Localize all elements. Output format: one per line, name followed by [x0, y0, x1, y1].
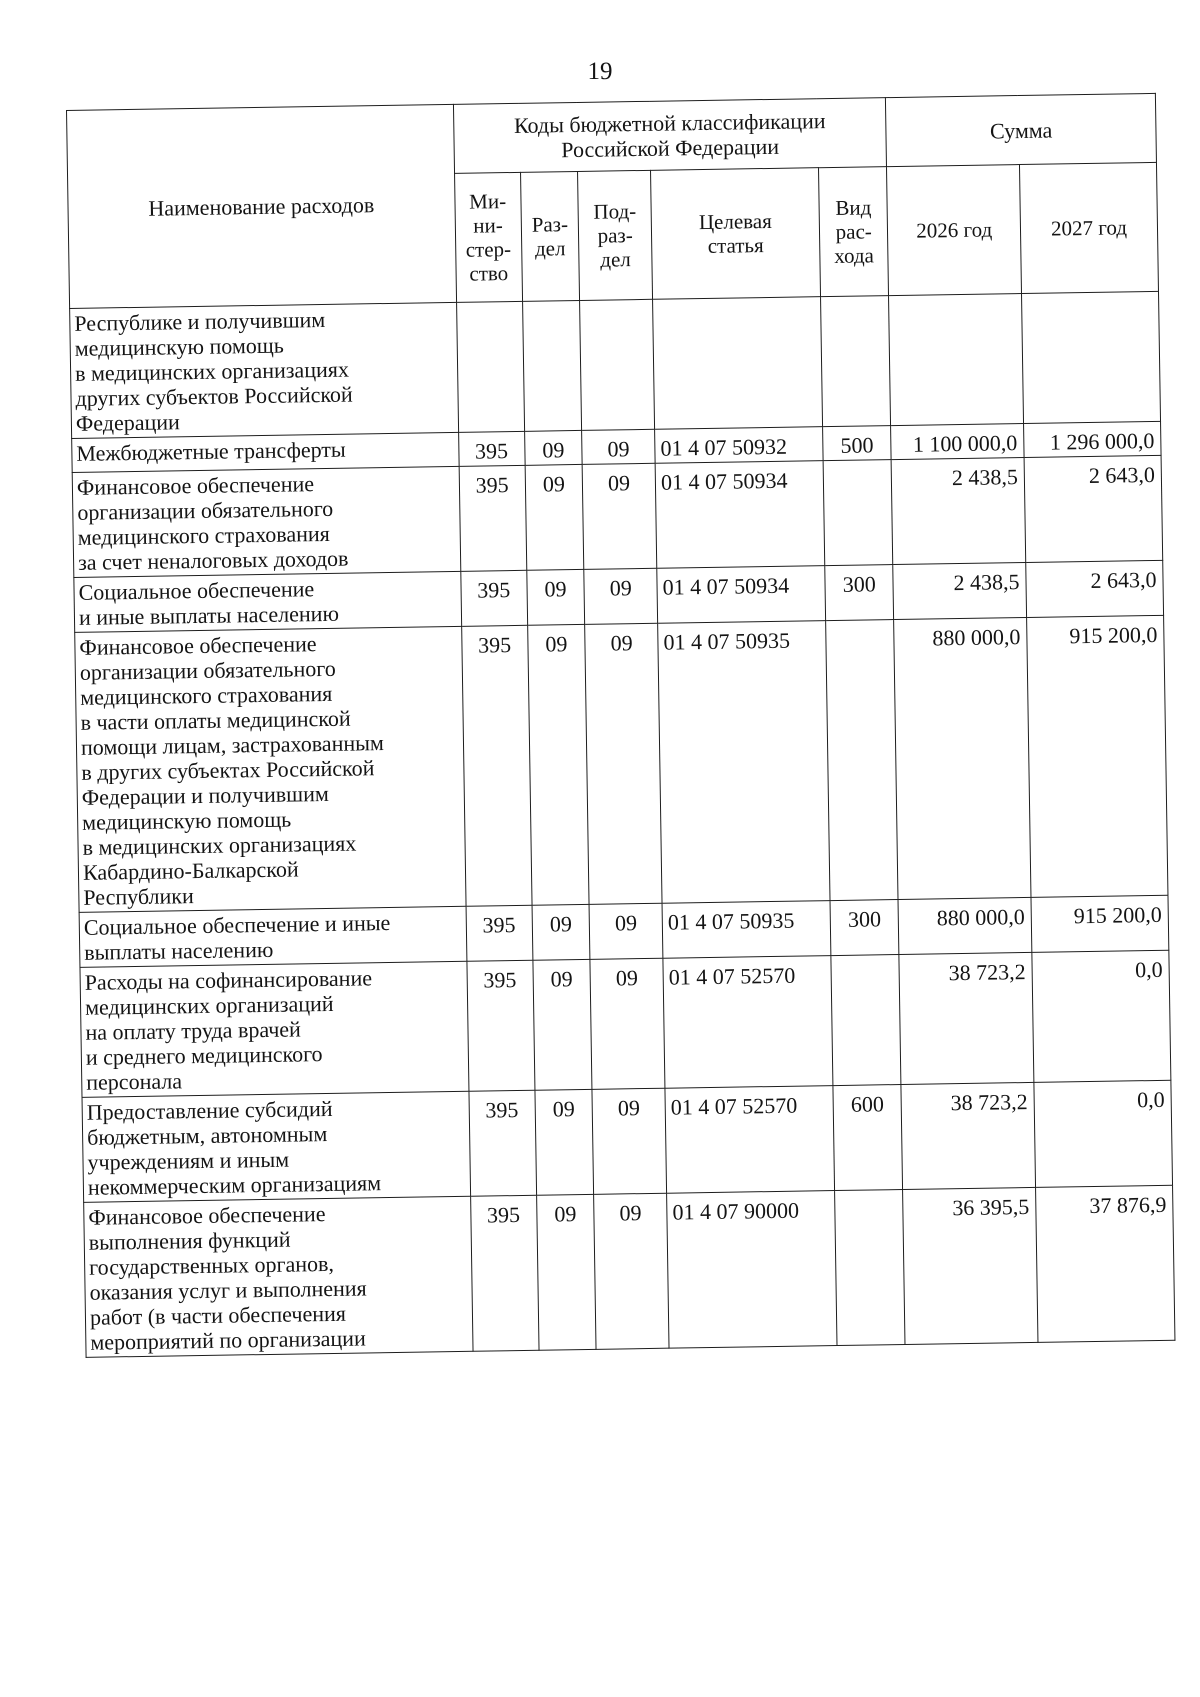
table-row — [82, 1080, 1173, 1202]
header-sum: Сумма — [886, 93, 1157, 166]
row-ministry: 395 — [466, 905, 533, 961]
row-subsection: 09 — [584, 568, 658, 624]
row-name: Межбюджетные трансферты — [72, 432, 459, 472]
row-expense-type — [831, 955, 902, 1086]
table-row — [70, 291, 1161, 438]
row-ministry: 395 — [466, 960, 534, 1091]
row-section: 09 — [527, 569, 585, 625]
row-sum-2026: 2 438,5 — [893, 562, 1026, 619]
header-section: Раз- дел — [520, 171, 579, 301]
row-target-article: 01 4 07 50932 — [655, 427, 823, 464]
row-sum-2027: 0,0 — [1034, 1080, 1173, 1187]
budget-table — [66, 93, 1175, 1358]
row-section: 09 — [525, 464, 584, 570]
header-name: Наименование расходов — [67, 104, 457, 308]
row-ministry: 395 — [468, 1090, 536, 1196]
row-sum-2027 — [1021, 291, 1160, 423]
row-expense-type: 500 — [823, 426, 892, 461]
row-sum-2026: 880 000,0 — [898, 897, 1031, 954]
row-sum-2026: 38 723,2 — [899, 952, 1034, 1084]
row-name: Расходы на софинансирование медицинских организаций на оплату труда врачей и среднего медицинского персонала — [80, 961, 469, 1097]
row-sum-2027: 2 643,0 — [1026, 560, 1164, 617]
row-sum-2027: 0,0 — [1032, 950, 1171, 1082]
row-subsection — [580, 299, 655, 430]
row-target-article: 01 4 07 52570 — [665, 1086, 834, 1194]
row-sum-2027: 2 643,0 — [1024, 455, 1163, 562]
row-subsection: 09 — [585, 623, 662, 904]
row-subsection: 09 — [582, 463, 657, 569]
header-year-2027: 2027 год — [1019, 162, 1158, 293]
table-row — [84, 1185, 1175, 1357]
header-type: Вид рас- хода — [818, 167, 889, 297]
row-sum-2026: 2 438,5 — [892, 457, 1026, 564]
row-ministry: 395 — [460, 570, 527, 626]
row-section: 09 — [536, 1194, 596, 1350]
row-ministry: 395 — [470, 1195, 539, 1351]
row-section: 09 — [524, 430, 582, 465]
row-section: 09 — [527, 624, 589, 905]
table-body — [70, 291, 1175, 1357]
row-section: 09 — [532, 904, 590, 960]
row-name: Республике и получившим медицинскую помощь в медицинских организациях других субъектов Российской Федерации — [70, 302, 459, 438]
row-name: Социальное обеспечение и иные выплаты населению — [79, 906, 466, 967]
row-name: Предоставление субсидий бюджетным, автономным учреждениям и иным некоммерческим организациям — [82, 1091, 470, 1202]
header-target: Целевая статья — [651, 168, 821, 300]
row-expense-type: 600 — [833, 1084, 903, 1190]
table-row — [72, 455, 1163, 577]
row-section: 09 — [533, 959, 592, 1090]
row-subsection: 09 — [592, 1088, 667, 1194]
row-section — [522, 300, 581, 431]
table-row — [75, 615, 1168, 912]
row-subsection: 09 — [582, 429, 655, 464]
row-subsection: 09 — [590, 958, 665, 1089]
row-target-article: 01 4 07 50934 — [657, 566, 826, 624]
row-ministry: 395 — [458, 431, 525, 466]
row-target-article — [653, 297, 823, 430]
row-subsection: 09 — [594, 1193, 669, 1349]
row-target-article: 01 4 07 52570 — [663, 956, 833, 1089]
row-target-article: 01 4 07 50935 — [658, 621, 830, 904]
row-sum-2027: 915 200,0 — [1027, 615, 1168, 897]
row-section: 09 — [535, 1089, 594, 1195]
page-number: 19 — [587, 58, 613, 85]
row-name: Социальное обеспечение и иные выплаты населению — [74, 571, 461, 632]
header-codes: Коды бюджетной классификации Российской Федерации — [453, 98, 887, 174]
row-sum-2026 — [889, 294, 1024, 426]
row-ministry: 395 — [459, 465, 527, 571]
row-sum-2026: 38 723,2 — [901, 1082, 1035, 1189]
row-expense-type — [823, 460, 893, 566]
row-expense-type — [820, 296, 891, 427]
row-sum-2026: 36 395,5 — [903, 1187, 1038, 1344]
row-ministry: 395 — [461, 625, 532, 906]
row-ministry — [456, 301, 524, 432]
row-subsection: 09 — [589, 903, 663, 959]
row-name: Финансовое обеспечение выполнения функций государственных органов, оказания услуг и выполнения работ (в части обеспечения мероприятий по организации — [84, 1196, 473, 1357]
row-target-article: 01 4 07 90000 — [667, 1191, 837, 1349]
row-sum-2027: 1 296 000,0 — [1024, 421, 1162, 457]
row-target-article: 01 4 07 50934 — [655, 461, 824, 569]
row-expense-type: 300 — [830, 900, 899, 956]
row-sum-2027: 37 876,9 — [1036, 1185, 1175, 1342]
row-expense-type: 300 — [825, 565, 894, 621]
header-subsection: Под- раз- дел — [578, 170, 653, 300]
row-name: Финансовое обеспечение организации обязательного медицинского страхования в части оплаты медицинской помощи лицам, застрахованным в других субъектах Российской Федерации и получившим медицинскую помощь в медицинских организациях Кабардино-Балкарской Республики — [75, 626, 466, 912]
row-name: Финансовое обеспечение организации обязательного медицинского страхования за счет неналоговых доходов — [72, 466, 460, 577]
header-ministry: Ми- ни- стер- ство — [454, 172, 522, 302]
row-sum-2026: 880 000,0 — [894, 617, 1031, 899]
row-target-article: 01 4 07 50935 — [662, 901, 831, 959]
header-year-2026: 2026 год — [887, 165, 1022, 296]
table-row — [80, 950, 1171, 1097]
row-sum-2026: 1 100 000,0 — [891, 423, 1024, 459]
row-expense-type — [826, 620, 899, 901]
row-expense-type — [835, 1189, 906, 1345]
budget-table-wrapper — [66, 93, 1175, 1358]
row-sum-2027: 915 200,0 — [1031, 895, 1169, 952]
